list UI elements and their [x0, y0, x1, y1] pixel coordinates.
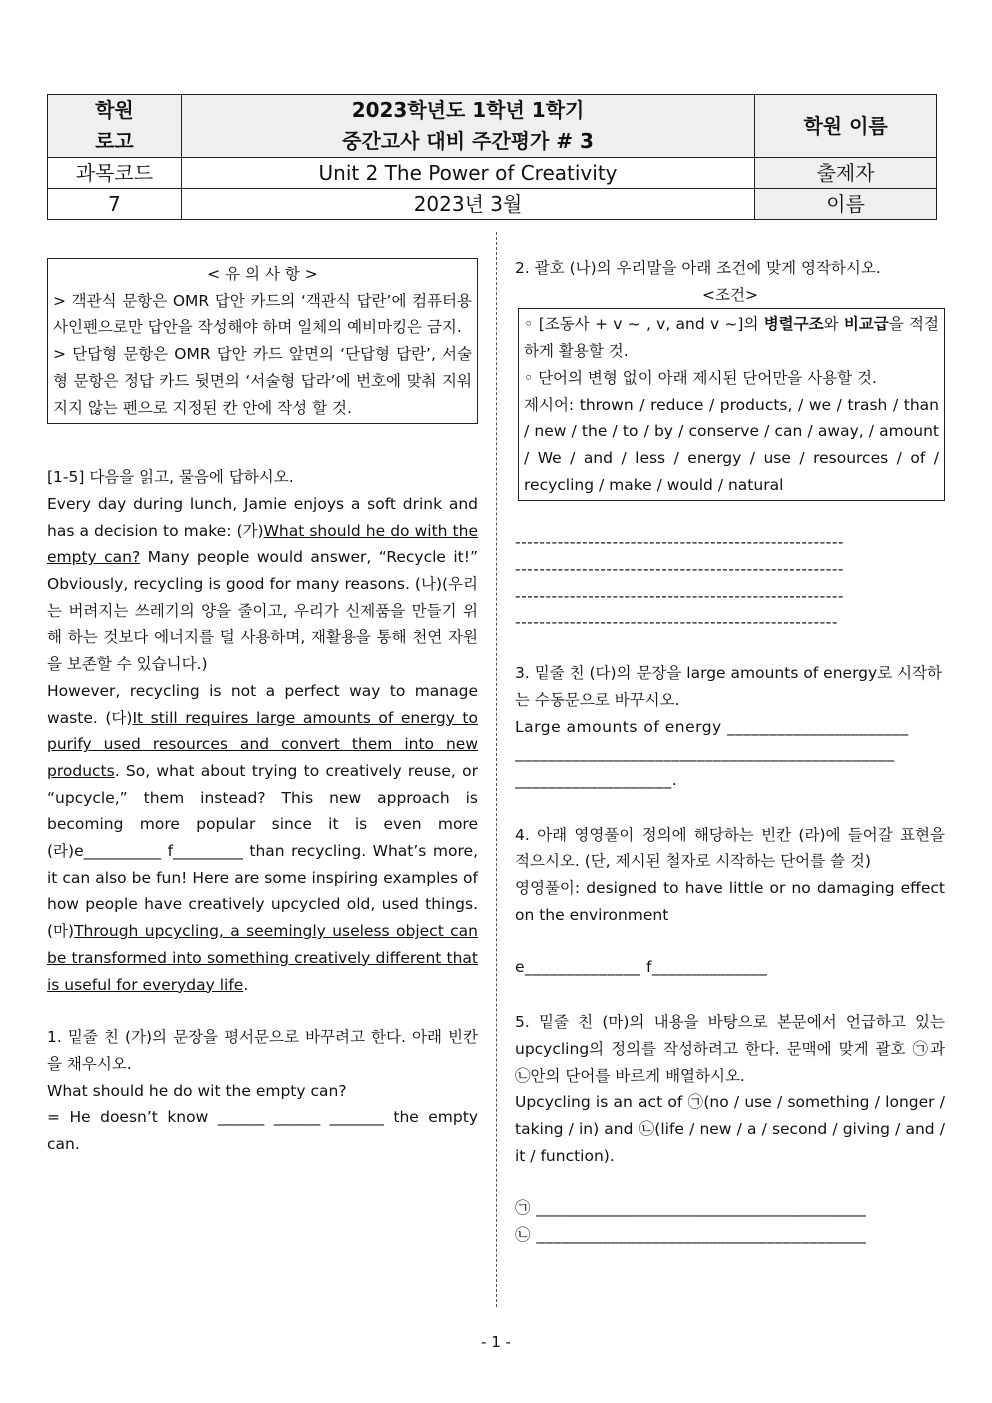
q4-definition: 영영풀이: designed to have little or no damaging effect on the environment: [515, 879, 945, 924]
passage-text: .: [243, 975, 249, 994]
q2-condition-title: <조건>: [702, 285, 758, 304]
q3-prompt: 3. 밑줄 친 (다)의 문장을 large amounts of energy로 시작하는 수동문으로 바꾸시오.: [515, 664, 943, 709]
spacer: [515, 981, 945, 1009]
logo-line2: 로고: [95, 129, 134, 153]
title-line1: 2023학년도 1학년 1학기: [351, 98, 585, 122]
q1-line2: = He doesn’t know ______ ______ _______ the empty can.: [47, 1108, 478, 1154]
q2-answer-line[interactable]: -----------------------------------------------------: [515, 613, 838, 632]
logo-cell: [48, 95, 182, 158]
q1-line1: What should he do wit the empty can?: [47, 1081, 347, 1100]
q5-prompt: 5. 밑줄 친 (마)의 내용을 바탕으로 본문에서 언급하고 있는 upcycling의 정의를 작성하려고 한다. 문맥에 맞게 괄호 ㉠과 ㉡안의 단어를 바르게 배열하시오.: [515, 1013, 945, 1085]
q3-answer-3[interactable]: ___________________.: [515, 770, 678, 789]
subject-code-value: 7: [48, 189, 182, 220]
q5-answer-2[interactable]: ㉡ ________________________________________: [515, 1226, 867, 1245]
q3-answer-1[interactable]: Large amounts of energy ______________________: [515, 717, 909, 736]
cond-bold: 병렬구조: [763, 315, 824, 334]
passage-text: Every day during lunch, Jamie enjoys a soft drink and has a decision to make: (가): [47, 494, 478, 540]
underline-da: It still requires large amounts of energy to purify used resources and convert them into new products: [47, 708, 478, 780]
notice-box: [47, 258, 478, 424]
q4-prompt: 4. 아래 영영풀이 정의에 해당하는 빈칸 (라)에 들어갈 표현을 적으시오. (단, 제시된 철자로 시작하는 단어를 쓸 것): [515, 825, 945, 871]
title-cell: [181, 95, 754, 158]
spacer: [515, 1169, 945, 1195]
q2-word-list: 제시어: thrown / reduce / products, / we / trash / than / new / the / to / by / conserve / can / away, / amount / We / and / less / energy / use / resources / of / recycling / make / would / natural: [524, 395, 939, 494]
q2-answer-line[interactable]: ------------------------------------------------------: [515, 560, 845, 579]
column-divider: [496, 232, 497, 1307]
q3-answer-2[interactable]: ______________________________________________: [515, 744, 895, 763]
right-column: [515, 255, 945, 1249]
cond-text: 을 적절하게 활용할 것.: [524, 315, 939, 361]
q4-answer[interactable]: e______________ f______________: [515, 958, 768, 977]
q2-condition-box: [518, 308, 945, 501]
spacer: [47, 998, 478, 1024]
name-label: 이름: [755, 189, 937, 220]
left-column: [47, 258, 478, 1158]
logo-line1: 학원: [95, 98, 134, 122]
q2-answer-line[interactable]: ------------------------------------------------------: [515, 586, 845, 605]
notice-title: < 유 의 사 항 >: [207, 265, 318, 283]
spacer: [515, 501, 945, 529]
subject-code-label: 과목코드: [48, 158, 182, 189]
header-table: [47, 94, 937, 220]
spacer: [515, 794, 945, 822]
passage-instruction: [1-5] 다음을 읽고, 물음에 답하시오.: [47, 468, 294, 487]
spacer: [515, 636, 945, 660]
spacer: [47, 424, 478, 464]
exam-date: 2023년 3월: [181, 189, 754, 220]
q1-prompt: 1. 밑줄 친 (가)의 문장을 평서문으로 바꾸려고 한다. 아래 빈칸을 채우시오.: [47, 1028, 478, 1073]
cond-text: 와: [823, 315, 844, 334]
passage-paragraph-2: [47, 678, 478, 998]
passage-text: . So, what about trying to creatively reuse, or “upcycle,” them instead? This new approach is becoming more popular since it is even more (라)e__________ f_________ than recycling. What’s more, it can also be fun! Here are some inspiring examples of how people have creatively upcycled old, used things. (마): [47, 761, 478, 941]
notice-item-2: > 단답형 문항은 OMR 답안 카드 앞면의 ‘단답형 답란’, 서술형 문항은 정답 카드 뒷면의 ‘서술형 답라’에 번호에 맞춰 지워지지 않는 펜으로 지정된 칸 안에 작성 할 것.: [53, 345, 472, 417]
title-line2: 중간고사 대비 주간평가 # 3: [342, 129, 594, 153]
q2-prompt: 2. 괄호 (나)의 우리말을 아래 조건에 맞게 영작하시오.: [515, 259, 881, 277]
q2-condition-1: [524, 311, 939, 364]
q5-answer-1[interactable]: ㉠ ________________________________________: [515, 1199, 867, 1218]
passage-text: However, recycling is not a perfect way to manage waste. (다): [47, 681, 478, 727]
underline-ga: What should he do with the empty can?: [47, 521, 478, 567]
q2-answer-line[interactable]: ------------------------------------------------------: [515, 533, 845, 552]
cond-text: ◦ [조동사 + v ~ , v, and v ~]의: [524, 315, 764, 334]
passage-text: Many people would answer, “Recycle it!” Obviously, recycling is good for many reasons. (나)(우리는 버려지는 쓰레기의 양을 줄이고, 우리가 신제품을 만들기 위해 하는 것보다 에너지를 덜 사용하며, 재활용을 통해 천연 자원을 보존할 수 있습니다.): [47, 548, 478, 674]
passage-paragraph-1: [47, 491, 478, 678]
unit-title: Unit 2 The Power of Creativity: [181, 158, 754, 189]
cond-bold: 비교급: [843, 315, 889, 334]
academy-name: 학원 이름: [755, 95, 937, 158]
spacer: [515, 928, 945, 954]
author-label: 출제자: [755, 158, 937, 189]
notice-item-1: > 객관식 문항은 OMR 답안 카드의 ‘객관식 답란’에 컴퓨터용 사인펜으로만 답안을 작성해야 하며 일체의 예비마킹은 금지.: [53, 291, 472, 337]
q5-sentence: Upcycling is an act of ㉠(no / use / something / longer / taking / in) and ㉡(life / new / a / second / giving / and / it / function).: [515, 1093, 945, 1165]
q2-condition-2: ◦ 단어의 변형 없이 아래 제시된 단어만을 사용할 것.: [524, 368, 877, 387]
underline-ma: Through upcycling, a seemingly useless object can be transformed into something creatively different that is useful for everyday life: [47, 922, 478, 994]
page-number: - 1 -: [481, 1333, 511, 1351]
